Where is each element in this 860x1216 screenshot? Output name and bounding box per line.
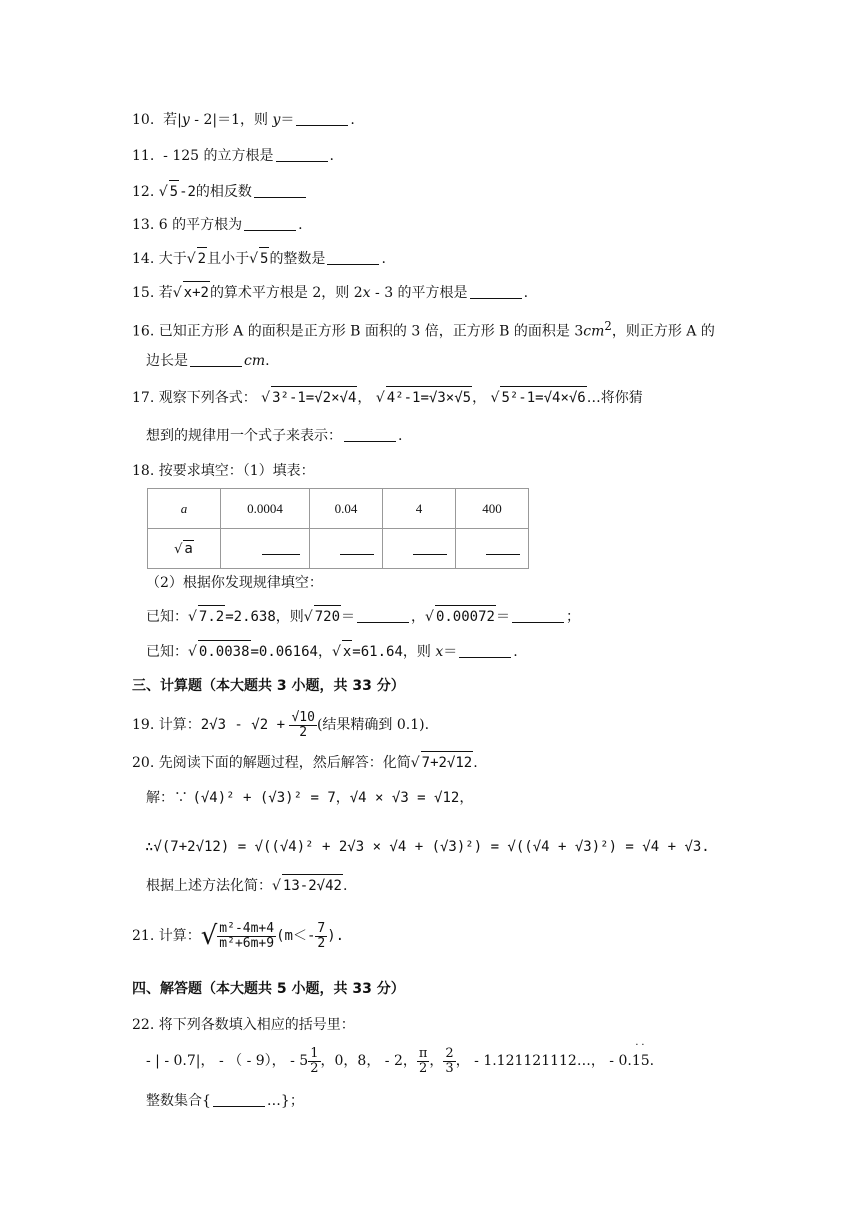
question-20-task: 根据上述方法化简：√ 13-2√42.	[146, 874, 347, 897]
question-15: 15. 若√ x+2的算术平方根是 2，则 2x - 3 的平方根是 .	[132, 281, 528, 304]
question-18-part2: （2）根据你发现规律填空：	[146, 575, 323, 591]
fraction: $\frac{\pi}{2}$	[418, 1045, 428, 1076]
fraction: $\frac{√10}{2}$	[291, 709, 315, 740]
answer-blank[interactable]	[244, 216, 296, 231]
repeating-decimal: ˙˙ 15	[631, 1042, 650, 1069]
answer-blank[interactable]	[357, 608, 409, 623]
answer-blank[interactable]	[512, 608, 564, 623]
value-table	[147, 488, 529, 569]
answer-blank[interactable]	[470, 284, 522, 299]
question-20: 20. 先阅读下面的解题过程，然后解答：化简√ 7+2√12.	[132, 751, 478, 774]
question-11: 11. - 125 的立方根是 .	[132, 148, 334, 164]
question-17-line2: 想到的规律用一个式子来表示： .	[146, 428, 403, 444]
question-17: 17. 观察下列各式： √ 3²-1=√2×√4， √ 4²-1=√3×√5， √ 5²-1=√4×√6…将你猜	[132, 386, 643, 409]
question-22-numbers: - | - 0.7|， - （ - 9）， - 5 $\frac{1}{2}$ ，0，8， - 2， $\frac{\pi}{2}$ ， $\frac{2}{3}$ ， - 1.121121112…， - 0. ˙˙ 15.	[146, 1042, 655, 1076]
fraction: $\frac{2}{3}$	[445, 1045, 454, 1076]
question-19: 19. 计算：2√3 - √2 + $\frac{√10}{2}$ (结果精确到 0.1).	[132, 709, 430, 740]
table-row	[148, 529, 529, 569]
table-header-cell: 0.0004	[221, 489, 310, 529]
sqrt-symbol: √	[158, 184, 168, 200]
section-heading-3: 三、计算题（本大题共 3 小题，共 33 分）	[132, 678, 405, 694]
answer-blank[interactable]	[327, 250, 379, 265]
question-21: 21. 计算：√ $\frac{\text{m²-4m+4}}{\text{m²+6m+9}}$ (m＜- $\frac{7}{2}$ ).	[132, 920, 345, 951]
answer-blank[interactable]	[344, 427, 396, 442]
question-18-known1: 已知：√ 7.2=2.638，则√ 720＝ ，√ 0.00072＝ ；	[146, 605, 580, 628]
question-16: 16. 已知正方形 A 的面积是正方形 B 面积的 3 倍，正方形 B 的面积是 $3cm^2$，则正方形 A 的	[132, 319, 715, 340]
table-header-cell: 400	[456, 489, 529, 529]
answer-cell[interactable]	[383, 529, 456, 569]
answer-cell[interactable]	[456, 529, 529, 569]
answer-cell[interactable]	[310, 529, 383, 569]
question-20-therefore: ∴√(7+2√12) = √((√4)² + 2√3 × √4 + (√3)²) = √((√4 + √3)²) = √4 + √3.	[145, 839, 710, 855]
question-20-solution: 解：∵ (√4)² + (√3)² = 7，√4 × √3 = √12，	[146, 790, 474, 806]
table-header-cell: 4	[383, 489, 456, 529]
table-header-cell: 0.04	[310, 489, 383, 529]
question-13: 13. 6 的平方根为 .	[132, 217, 303, 233]
answer-blank[interactable]	[190, 352, 242, 367]
answer-blank[interactable]	[254, 183, 306, 198]
answer-cell[interactable]	[221, 529, 310, 569]
table-row	[148, 489, 529, 529]
answer-blank[interactable]	[296, 111, 348, 126]
answer-blank[interactable]	[459, 643, 511, 658]
question-18-known2: 已知：√ 0.0038=0.06164，√ x=61.64，则 x＝ .	[146, 640, 518, 663]
question-number: 10.	[132, 112, 155, 128]
fraction: $\frac{1}{2}$	[310, 1045, 319, 1076]
question-10: 10. 若|y - 2|＝1，则 y＝ .	[132, 112, 355, 128]
table-row-label: √ a	[148, 529, 221, 569]
table-header-cell: a	[148, 489, 221, 529]
fraction: $\frac{\text{m²-4m+4}}{\text{m²+6m+9}}$	[219, 920, 275, 951]
question-16-line2: 边长是 cm.	[146, 353, 270, 369]
question-18: 18. 按要求填空：（1）填表：	[132, 463, 315, 479]
question-12: 12. √ 5-2的相反数	[132, 180, 308, 203]
answer-blank[interactable]	[276, 147, 328, 162]
question-22: 22. 将下列各数填入相应的括号里：	[132, 1017, 355, 1033]
question-22-integer-set: 整数集合{ …}；	[146, 1093, 304, 1109]
question-14: 14. 大于√ 2且小于√ 5的整数是 .	[132, 247, 386, 270]
fraction: $\frac{7}{2}$	[317, 920, 326, 951]
section-heading-4: 四、解答题（本大题共 5 小题，共 33 分）	[132, 981, 405, 997]
answer-blank[interactable]	[213, 1092, 265, 1107]
